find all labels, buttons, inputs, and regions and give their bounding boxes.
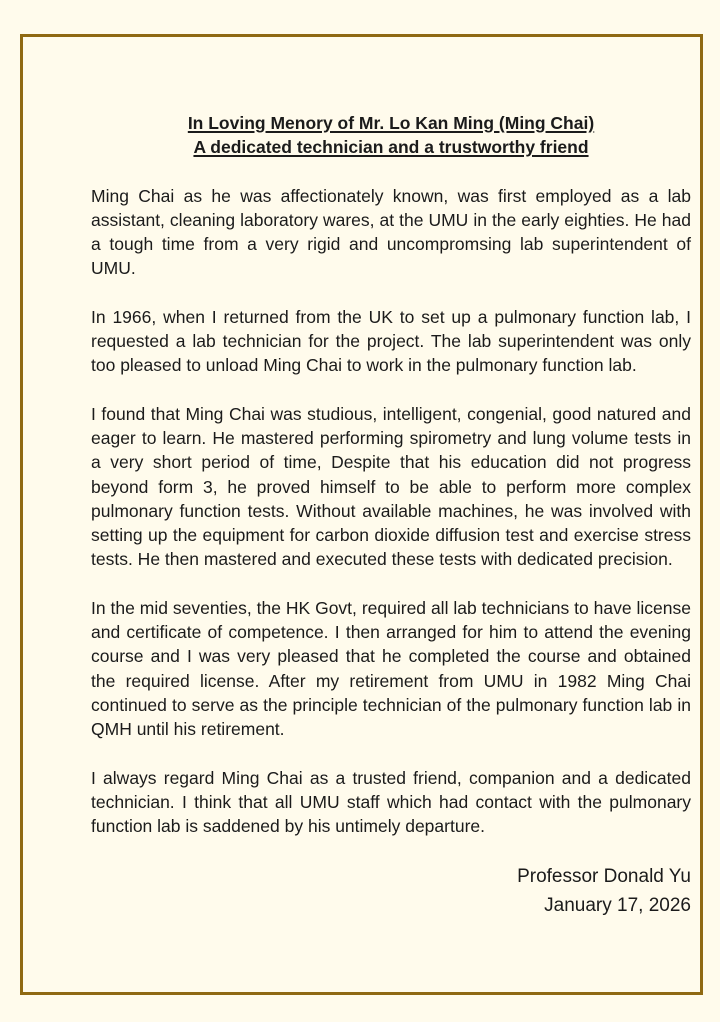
letter-title — [91, 111, 691, 160]
paragraph-abilities: I found that Ming Chai was studious, intelligent, congenial, good natured and eager to learn. He mastered performing spirometry and lung volume tests in a very short period of time, Despite that his education did not progress beyond form 3, he proved himself to be able to perform more complex pulmonary function tests. Without available machines, he was involved with setting up the equipment for carbon dioxide diffusion test and exercise stress tests. He then mastered and executed these tests with dedicated precision. — [91, 403, 691, 570]
paragraph-pulmonary-lab: In 1966, when I returned from the UK to set up a pulmonary function lab, I requested a lab technician for the project. The lab superintendent was only too pleased to unload Ming Chai to work in the pulmonary function lab. — [91, 306, 691, 376]
signature-name: Professor Donald Yu — [517, 866, 691, 888]
title-line-1: In Loving Menory of Mr. Lo Kan Ming (Ming Chai) — [187, 113, 595, 133]
paragraph-tribute: I always regard Ming Chai as a trusted friend, companion and a dedicated technician. I think that all UMU staff which had contact with the pulmonary function lab is saddened by his untimely departure. — [91, 767, 691, 837]
decorative-border-frame — [20, 34, 703, 995]
paragraph-license: In the mid seventies, the HK Govt, required all lab technicians to have license and certificate of competence. I then arranged for him to attend the evening course and I was very pleased that he completed the course and obtained the required license. After my retirement from UMU in 1982 Ming Chai continued to serve as the principle technician of the pulmonary function lab in QMH until his retirement. — [91, 597, 691, 740]
letter-content — [91, 111, 691, 920]
signature-date: January 17, 2026 — [544, 895, 691, 917]
paragraph-employment: Ming Chai as he was affectionately known, was first employed as a lab assistant, cleaning laboratory wares, at the UMU in the early eighties. He had a tough time from a very rigid and uncompromsing lab superintendent of UMU. — [91, 185, 691, 279]
title-line-2: A dedicated technician and a trustworthy friend — [193, 137, 589, 158]
signature-block — [91, 862, 691, 920]
